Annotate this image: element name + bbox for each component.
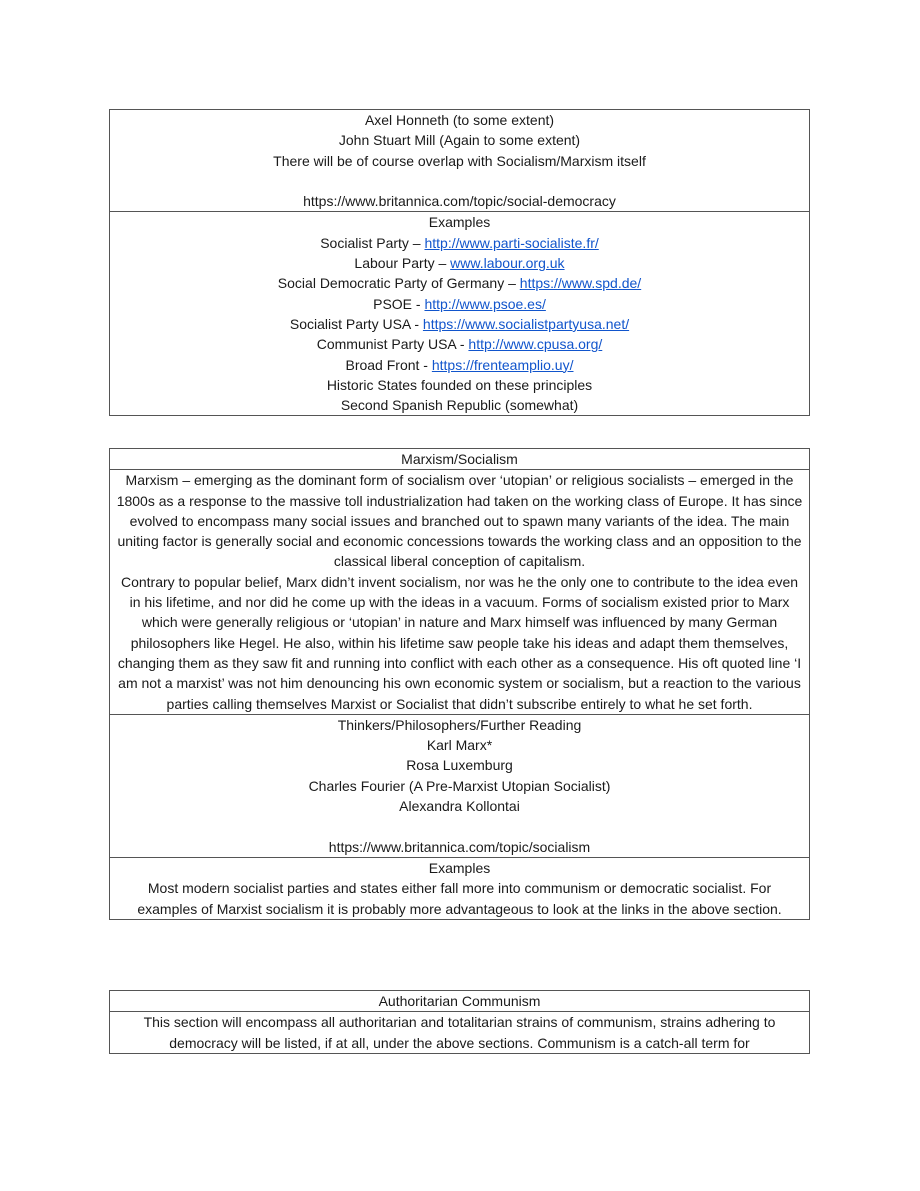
example-link[interactable]: http://www.psoe.es/ — [424, 295, 546, 312]
historic-state: Second Spanish Republic (somewhat) — [340, 397, 579, 414]
blank-line — [116, 171, 803, 191]
examples-cell — [110, 211, 809, 415]
example-item — [116, 273, 803, 293]
blank-line — [116, 816, 803, 836]
example-link[interactable]: https://frenteamplio.uy/ — [431, 356, 574, 373]
section-heading — [110, 991, 809, 1011]
description-cell — [110, 1011, 809, 1053]
example-label: Social Democratic Party of Germany – — [277, 275, 520, 292]
example-item — [116, 334, 803, 354]
example-label: PSOE - — [373, 295, 425, 312]
description-paragraph: Marxism – emerging as the dominant form of socialism over ‘utopian’ or religious socialists – emerged in the 1800s as a response to the massive toll industrialization had taken on the working class of Europe. It has since evolved to encompass many social issues and branched out to spawn many variants of the idea. The main uniting factor is generally social and economic concessions towards the working class and an opposition to the classical liberal conception of capitalism. — [116, 472, 803, 570]
marxism-socialism-table — [109, 448, 810, 920]
example-link[interactable]: www.labour.org.uk — [450, 255, 565, 272]
reference-url: https://www.britannica.com/topic/socialism — [328, 838, 591, 855]
example-label: Broad Front - — [345, 356, 432, 373]
thinkers-cell — [110, 110, 809, 211]
example-label: Socialist Party USA - — [289, 315, 423, 332]
example-item — [116, 233, 803, 253]
example-link[interactable]: http://www.cpusa.org/ — [468, 336, 603, 353]
section-title: Authoritarian Communism — [378, 993, 541, 1009]
thinkers-cell — [110, 714, 809, 857]
thinkers-heading: Thinkers/Philosophers/Further Reading — [337, 716, 582, 733]
example-item — [116, 314, 803, 334]
description-paragraph: This section will encompass all authoritarian and totalitarian strains of communism, strains adhering to democracy will be listed, if at all, under the above sections. Communism is a catch-all term for — [143, 1014, 776, 1051]
example-link[interactable]: https://www.spd.de/ — [519, 275, 642, 292]
social-democracy-table — [109, 109, 810, 416]
thinker-name: Karl Marx* — [426, 737, 493, 754]
description-cell — [110, 469, 809, 714]
thinker-name: Charles Fourier (A Pre-Marxist Utopian Socialist) — [308, 777, 611, 794]
description-paragraph: Contrary to popular belief, Marx didn’t invent socialism, nor was he the only one to contribute to the idea even in his lifetime, and nor did he come up with the ideas in a vacuum. Forms of socialism existed prior to Marx which were generally religious or ‘utopian’ in nature and Marx himself was influenced by many German philosophers like Hegel. He also, within his lifetime saw people take his ideas and adapt them themselves, changing them as they saw fit and running into conflict with each other as a consequence. His oft quoted line ‘I am not a marxist’ was not him denouncing his own economic system or socialism, but a reaction to the various parties calling themselves Marxist or Socialist that didn’t subscribe entirely to what he set forth. — [117, 573, 802, 712]
thinker-line: John Stuart Mill (Again to some extent) — [338, 132, 581, 149]
examples-text: Most modern socialist parties and states either fall more into communism or democratic socialist. For examples of Marxist socialism it is probably more advantageous to look at the links in the above section. — [137, 880, 782, 917]
reference-url: https://www.britannica.com/topic/social-democracy — [303, 193, 616, 210]
example-item — [116, 355, 803, 375]
examples-heading: Examples — [428, 214, 491, 231]
thinker-line: Axel Honneth (to some extent) — [364, 112, 555, 128]
thinker-name: Alexandra Kollontai — [399, 798, 520, 815]
example-item — [116, 253, 803, 273]
thinker-name: Rosa Luxemburg — [406, 757, 513, 774]
example-link[interactable]: http://www.parti-socialiste.fr/ — [424, 234, 599, 251]
historic-heading: Historic States founded on these principles — [326, 376, 593, 393]
examples-cell — [110, 857, 809, 919]
example-link[interactable]: https://www.socialistpartyusa.net/ — [422, 315, 630, 332]
example-label: Communist Party USA - — [316, 336, 469, 353]
thinker-line: There will be of course overlap with Socialism/Marxism itself — [273, 152, 646, 169]
example-label: Labour Party – — [354, 255, 451, 272]
section-title: Marxism/Socialism — [401, 451, 518, 467]
authoritarian-communism-table — [109, 990, 810, 1054]
section-heading — [110, 449, 809, 469]
example-item — [116, 294, 803, 314]
example-label: Socialist Party – — [320, 234, 425, 251]
examples-heading: Examples — [428, 859, 491, 876]
